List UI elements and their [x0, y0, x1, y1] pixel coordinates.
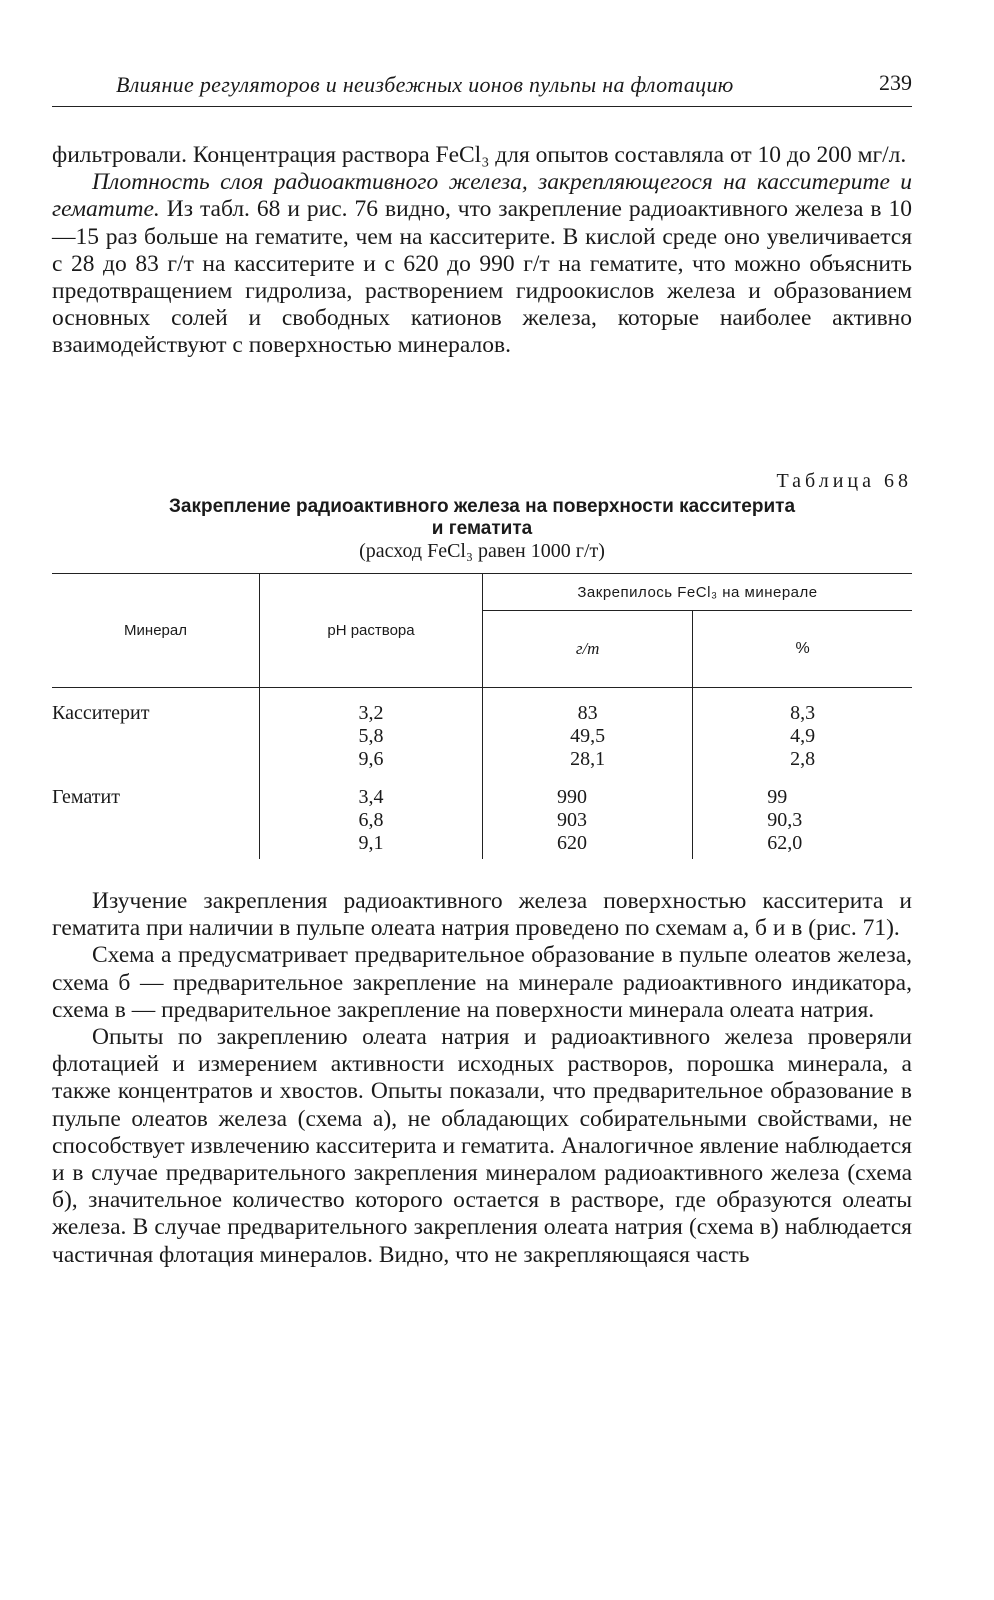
cell-gt: 83 49,5 28,1 — [483, 688, 693, 773]
cell-pct: 8,3 4,9 2,8 — [693, 688, 912, 773]
cell-mineral: Касситерит — [52, 702, 150, 724]
cell-ph: 3,2 5,8 9,6 — [260, 688, 483, 773]
table-row — [52, 772, 912, 859]
paragraph-lead: Плотность слоя радиоактивного железа, закрепляющегося на касситерите и гематите. — [52, 169, 912, 223]
column-header-pct: % — [693, 611, 912, 688]
column-header-gt: г/т — [483, 611, 693, 688]
cell-gt: 990 903 620 — [483, 772, 693, 859]
page-number: 239 — [879, 70, 912, 95]
paragraph: фильтровали. Концентрация раствора FeCl₃ для опытов составляла от 10 до 200 мг/л. — [52, 142, 907, 168]
body-text-top — [52, 142, 912, 360]
paragraph: Опыты по закреплению олеата натрия и радиоактивного железа проверяли флотацией и измерением активности исходных растворов, порошка минерала, а также концентратов и хвостов. Опыты показали, что предварительное образование в пульпе олеатов железа (схема а), не обладающих собирательными свойствами, не способствует извлечению касситерита и гематита. Аналогичное явление наблюдается и в случае предварительного закрепления минералом радиоактивного железа (схема б), значительное количество которого остается в растворе, где образуются олеаты железа. В случае предварительного закрепления олеата натрия (схема в) наблюдается частичная флотация минералов. Видно, что не закрепляющаяся часть — [52, 1024, 912, 1268]
paragraph: Схема а предусматривает предварительное образование в пульпе олеатов железа, схема б — предварительное закрепление на минерале радиоактивного индикатора, схема в — предварительное закрепление на поверхности минерала олеата натрия. — [52, 942, 912, 1023]
cell-pct: 99 90,3 62,0 — [693, 772, 912, 859]
column-header-group: Закрепилось FeCl₃ на минерале — [483, 574, 913, 611]
running-header — [52, 70, 912, 107]
column-header-ph: pH раствора — [260, 574, 483, 688]
column-header-mineral: Минерал — [52, 574, 260, 688]
cell-ph: 3,4 6,8 9,1 — [260, 772, 483, 859]
data-table — [52, 573, 912, 859]
table-label: Таблица 68 — [776, 470, 912, 492]
running-header-title: Влияние регуляторов и неизбежных ионов пульпы на флотацию — [116, 72, 734, 97]
table-subtitle: (расход FeCl₃ равен 1000 г/т) — [359, 540, 605, 562]
paragraph: Плотность слоя радиоактивного железа, закрепляющегося на касситерите и гематите. Из табл. 68 и рис. 76 видно, что закрепление радиоактивного железа в 10—15 раз больше на гематите, чем на касситерите. В кислой среде оно увеличивается с 28 до 83 г/т на касситерите и с 620 до 990 г/т на гематите, что можно объяснить предотвращением гидролиза, растворением гидроокислов железа и образованием основных солей и свободных катионов железа, которые наиболее активно взаимодействуют с поверхностью минералов. — [52, 169, 912, 359]
cell-mineral: Гематит — [52, 786, 120, 808]
table-row — [52, 688, 912, 773]
paragraph: Изучение закрепления радиоактивного железа поверхностью касситерита и гематита при наличии в пульпе олеата натрия проведено по схемам а, б и в (рис. 71). — [52, 888, 912, 942]
body-text-bottom — [52, 888, 912, 1269]
table-title: Закрепление радиоактивного железа на поверхности касситерита и гематита — [168, 496, 796, 539]
